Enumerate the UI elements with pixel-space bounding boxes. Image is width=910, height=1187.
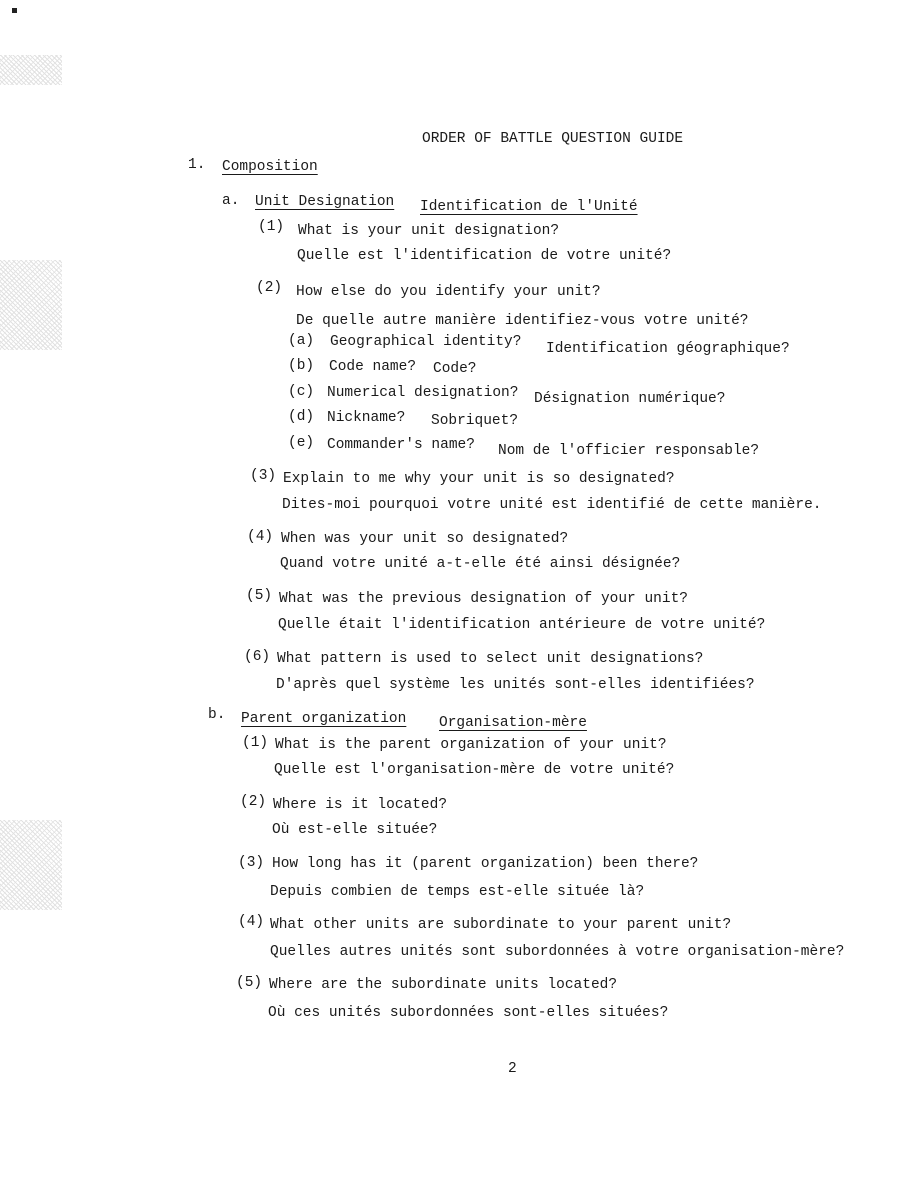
question-number: (3) [250,468,277,484]
sub-item-en: Numerical designation? [327,385,519,401]
question-fr: D'après quel système les unités sont-elles identifiées? [276,677,755,693]
question-number: (6) [244,649,271,665]
question-fr: Où ces unités subordonnées sont-elles situées? [268,1005,669,1021]
sub-item-fr: Identification géographique? [546,341,790,357]
sub-item-number: (d) [288,409,315,425]
question-number: (5) [236,975,263,991]
question-en: Where are the subordinate units located? [269,977,618,993]
sub-item-number: (a) [288,333,315,349]
sub-item-number: (e) [288,435,315,451]
sub-item-en: Commander's name? [327,437,475,453]
scan-speck [12,8,17,13]
question-number: (3) [238,855,265,871]
sub-item-number: (c) [288,384,315,400]
subsection-heading-fr: Organisation-mère [439,715,587,731]
question-number: (1) [258,219,285,235]
question-en: What is the parent organization of your unit? [275,737,667,753]
sub-item-fr: Code? [433,361,477,377]
question-fr: Quand votre unité a-t-elle été ainsi désignée? [280,556,681,572]
subsection-heading-en: Parent organization [241,711,407,727]
question-number: (5) [246,588,273,604]
page-number: 2 [508,1061,517,1077]
question-number: (2) [256,280,283,296]
question-fr: Quelle est l'identification de votre unité? [297,248,672,264]
scan-margin-noise [0,260,62,350]
sub-item-fr: Désignation numérique? [534,391,726,407]
sub-item-fr: Nom de l'officier responsable? [498,443,760,459]
question-number: (4) [247,529,274,545]
subsection-heading-en: Unit Designation [255,194,395,210]
section-heading: Composition [222,159,318,175]
subsection-letter: b. [208,707,226,723]
question-fr: Quelle était l'identification antérieure de votre unité? [278,617,766,633]
question-fr: Quelles autres unités sont subordonnées à votre organisation-mère? [270,944,845,960]
sub-item-fr: Sobriquet? [431,413,519,429]
page-title: ORDER OF BATTLE QUESTION GUIDE [422,131,684,147]
question-en: Where is it located? [273,797,448,813]
question-fr: Depuis combien de temps est-elle située là? [270,884,645,900]
question-en: Explain to me why your unit is so designated? [283,471,675,487]
scan-margin-noise [0,820,62,910]
question-fr: Quelle est l'organisation-mère de votre unité? [274,762,675,778]
question-fr: Dites-moi pourquoi votre unité est identifié de cette manière. [282,497,822,513]
sub-item-en: Code name? [329,359,417,375]
question-en: How else do you identify your unit? [296,284,601,300]
question-number: (1) [242,735,269,751]
question-fr: Où est-elle située? [272,822,438,838]
subsection-letter: a. [222,193,240,209]
subsection-heading-fr: Identification de l'Unité [420,199,638,215]
question-en: When was your unit so designated? [281,531,569,547]
section-number: 1. [188,157,206,173]
question-fr: De quelle autre manière identifiez-vous votre unité? [296,313,749,329]
question-number: (2) [240,794,267,810]
question-en: What other units are subordinate to your parent unit? [270,917,732,933]
sub-item-en: Nickname? [327,410,406,426]
question-en: What pattern is used to select unit designations? [277,651,704,667]
question-en: What is your unit designation? [298,223,560,239]
sub-item-en: Geographical identity? [330,334,522,350]
scan-margin-noise [0,55,62,85]
question-en: How long has it (parent organization) been there? [272,856,699,872]
question-en: What was the previous designation of your unit? [279,591,688,607]
sub-item-number: (b) [288,358,315,374]
question-number: (4) [238,914,265,930]
